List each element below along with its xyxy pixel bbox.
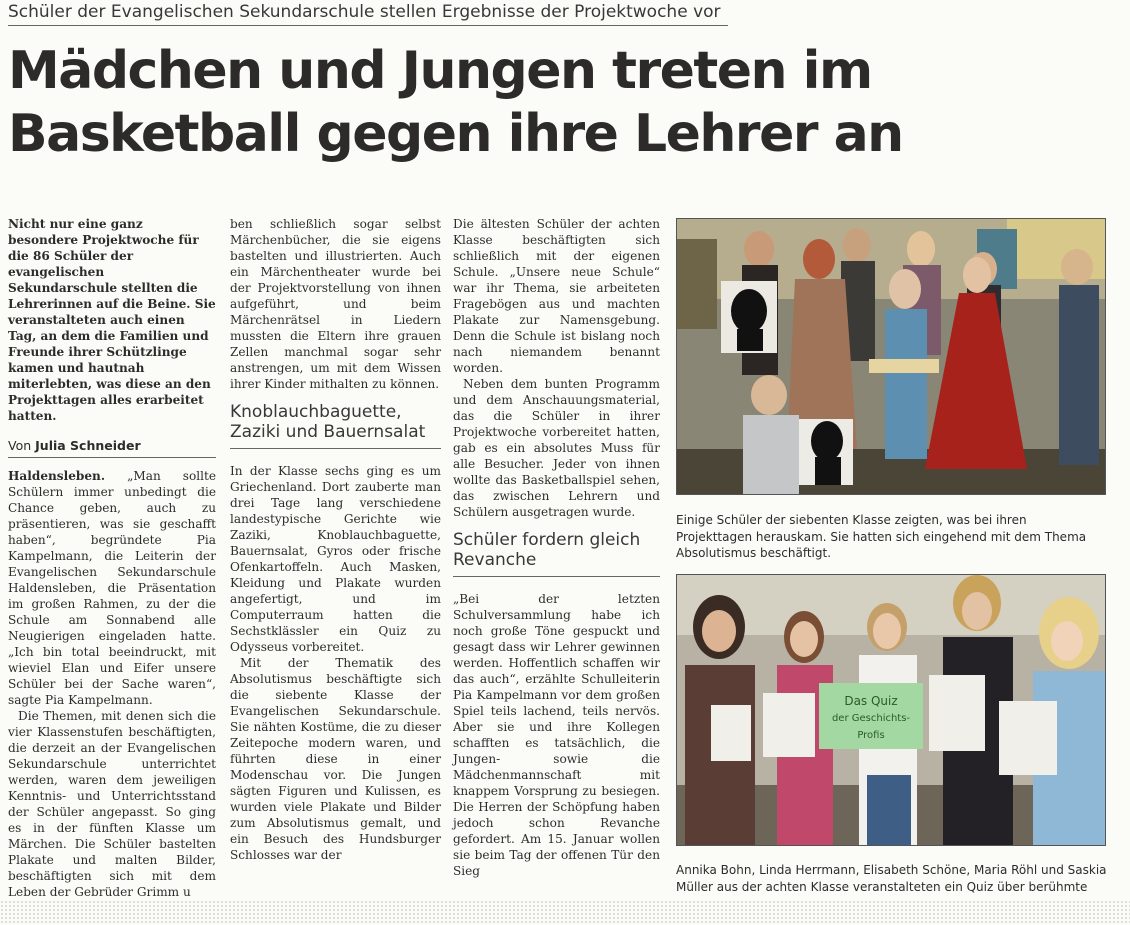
paragraph: „Bei der letzten Schulversammlung habe ich noch große Töne gespuckt und gesagt dass wir Lehrer gewinnen werden. Hoffentlich schaffen wir das auch“, erzählte Schulleiterin Pia Kampelmann vor dem großen Spiel teils lachend, teils nervös. Aber sie und ihre Kollegen schafften es tatsächlich, die Jungen- sowie die Mädchenmannschaft mit knappem Vorsprung zu besiegen. Die Herren der Schöpfung haben jedoch schon Revanche gefordert. Am 15. Januar wollen sie beim Tag der offenen Tür den Sieg xyxy=(453,592,660,878)
paragraph: In der Klasse sechs ging es um Griechenland. Dort zauberte man drei Tage lang verschiedene landestypische Gerichte wie Zaziki, Knoblauchbaguette, Bauernsalat, Gyros oder frische Ofenkartoffeln. Auch Masken, Kleidung und Plakate wurden angefertigt, und im Computerraum hatten die Sechstklässler ein Quiz zu Odysseus vorbereitet. xyxy=(230,464,441,654)
column-1 xyxy=(8,216,216,900)
kicker: Schüler der Evangelischen Sekundarschule stellen Ergebnisse der Projektwoche vor xyxy=(8,2,728,26)
byline-author: Julia Schneider xyxy=(35,438,141,453)
paragraph: Neben dem bunten Programm und dem Anschauungsmaterial, das die Schüler in ihrer Projektwoche vorbereitet hatten, gab es ein absolutes Muss für alle Besucher. Jeder von ihnen wollte das Basketballspiel sehen, das zwischen Lehrern und Schülern ausgetragen wurde. xyxy=(453,377,660,519)
poster-line-1: Das Quiz xyxy=(844,694,898,708)
paragraph xyxy=(8,468,216,708)
headline-line-2: Basketball gegen ihre Lehrer an xyxy=(8,104,903,164)
photo-eighth-grade xyxy=(676,574,1106,846)
column-3 xyxy=(453,216,660,879)
column-2 xyxy=(230,216,441,863)
paragraph: Die ältesten Schüler der achten Klasse beschäftigten sich schließlich mit der eigenen Schule. „Unsere neue Schule“ war ihr Thema, sie arbeiteten Fragebögen aus und machten Plakate zur Namensgebung. Denn die Schule ist bislang noch nach niemandem benannt worden. xyxy=(453,217,660,375)
dateline: Haldensleben. xyxy=(8,469,106,483)
photo-seventh-grade xyxy=(676,218,1106,495)
paragraph-text: „Man sollte Schülern immer unbedingt die Chance geben, auch zu präsentieren, was sie geschafft haben“, begründete Pia Kampelmann, die Leiterin der Evangelischen Sekundarschule Haldensleben, die Präsentation im großen Rahmen, zu der die Schule am Sonnabend alle Neugierigen eingeladen hatte. „Ich bin total beeindruckt, mit wieviel Elan und Eifer unsere Schüler bei der Sache waren“, sagte Pia Kampelmann. xyxy=(8,469,216,707)
headline-line-1: Mädchen und Jungen treten im xyxy=(8,41,872,101)
photo-seventh-grade-image xyxy=(677,219,1106,495)
page-edge-texture xyxy=(0,900,1130,925)
photo-eighth-grade-image xyxy=(677,575,1106,846)
headline xyxy=(8,40,1118,166)
poster-line-2: der Geschichts- xyxy=(831,713,911,724)
lead-paragraph: Nicht nur eine ganz besondere Projektwoche für die 86 Schüler der evangelischen Sekundarschule stellten die Lehrerinnen auf die Beine. Sie veranstalteten auch einen Tag, an dem die Familien und Freunde ihrer Schützlinge kamen und hautnah miterlebten, was diese an den Projekttagen alles erarbeitet hatten. xyxy=(8,217,216,423)
paragraph: Die Themen, mit denen sich die vier Klassenstufen beschäftigten, die derzeit an der Evangelischen Sekundarschule unterrichtet werden, waren dem jeweiligen Kenntnis- und Unterrichtsstand der Schüler angepasst. So ging es in der fünften Klasse um Märchen. Die Schüler bastelten Plakate und malten Bilder, beschäftigten sich mit dem Leben der Gebrüder Grimm u xyxy=(8,709,216,899)
photo-eighth-grade-caption: Annika Bohn, Linda Herrmann, Elisabeth Schöne, Maria Röhl und Saskia Müller aus der achten Klasse veranstalteten ein Quiz über berühmte xyxy=(676,863,1107,894)
paragraph: Mit der Thematik des Absolutismus beschäftigte sich die siebente Klasse der Evangelischen Sekundarschule. Sie nähten Kostüme, die zu dieser Zeitepoche modern waren, und führten diese in einer Modenschau vor. Die Jungen sägten Figuren und Kulissen, es wurden viele Plakate und Bilder zum Absolutismus gemalt, und ein Besuch des Hundsburger Schlosses war der xyxy=(230,656,441,862)
photo-seventh-grade-caption: Einige Schüler der siebenten Klasse zeigten, was bei ihren Projekttagen herauskam. Sie hatten sich eingehend mit dem Thema Absolutismus beschäftigt. xyxy=(676,513,1087,560)
poster-line-3: Profis xyxy=(857,730,885,741)
subhead-knoblauchbaguette: Knoblauchbaguette, Zaziki und Bauernsalat xyxy=(230,402,441,449)
byline xyxy=(8,438,216,458)
subhead-revanche: Schüler fordern gleich Revanche xyxy=(453,530,660,577)
paragraph: ben schließlich sogar selbst Märchenbücher, die sie eigens bastelten und illustrierten. Auch ein Märchentheater wurde bei der Projektvorstellung von ihnen aufgeführt, und beim Märchenrätsel in Liedern mussten die Eltern ihre grauen Zellen manchmal sogar sehr anstrengen, um mit dem Wissen ihrer Kinder mithalten zu können. xyxy=(230,217,441,391)
byline-prefix: Von xyxy=(8,438,32,453)
